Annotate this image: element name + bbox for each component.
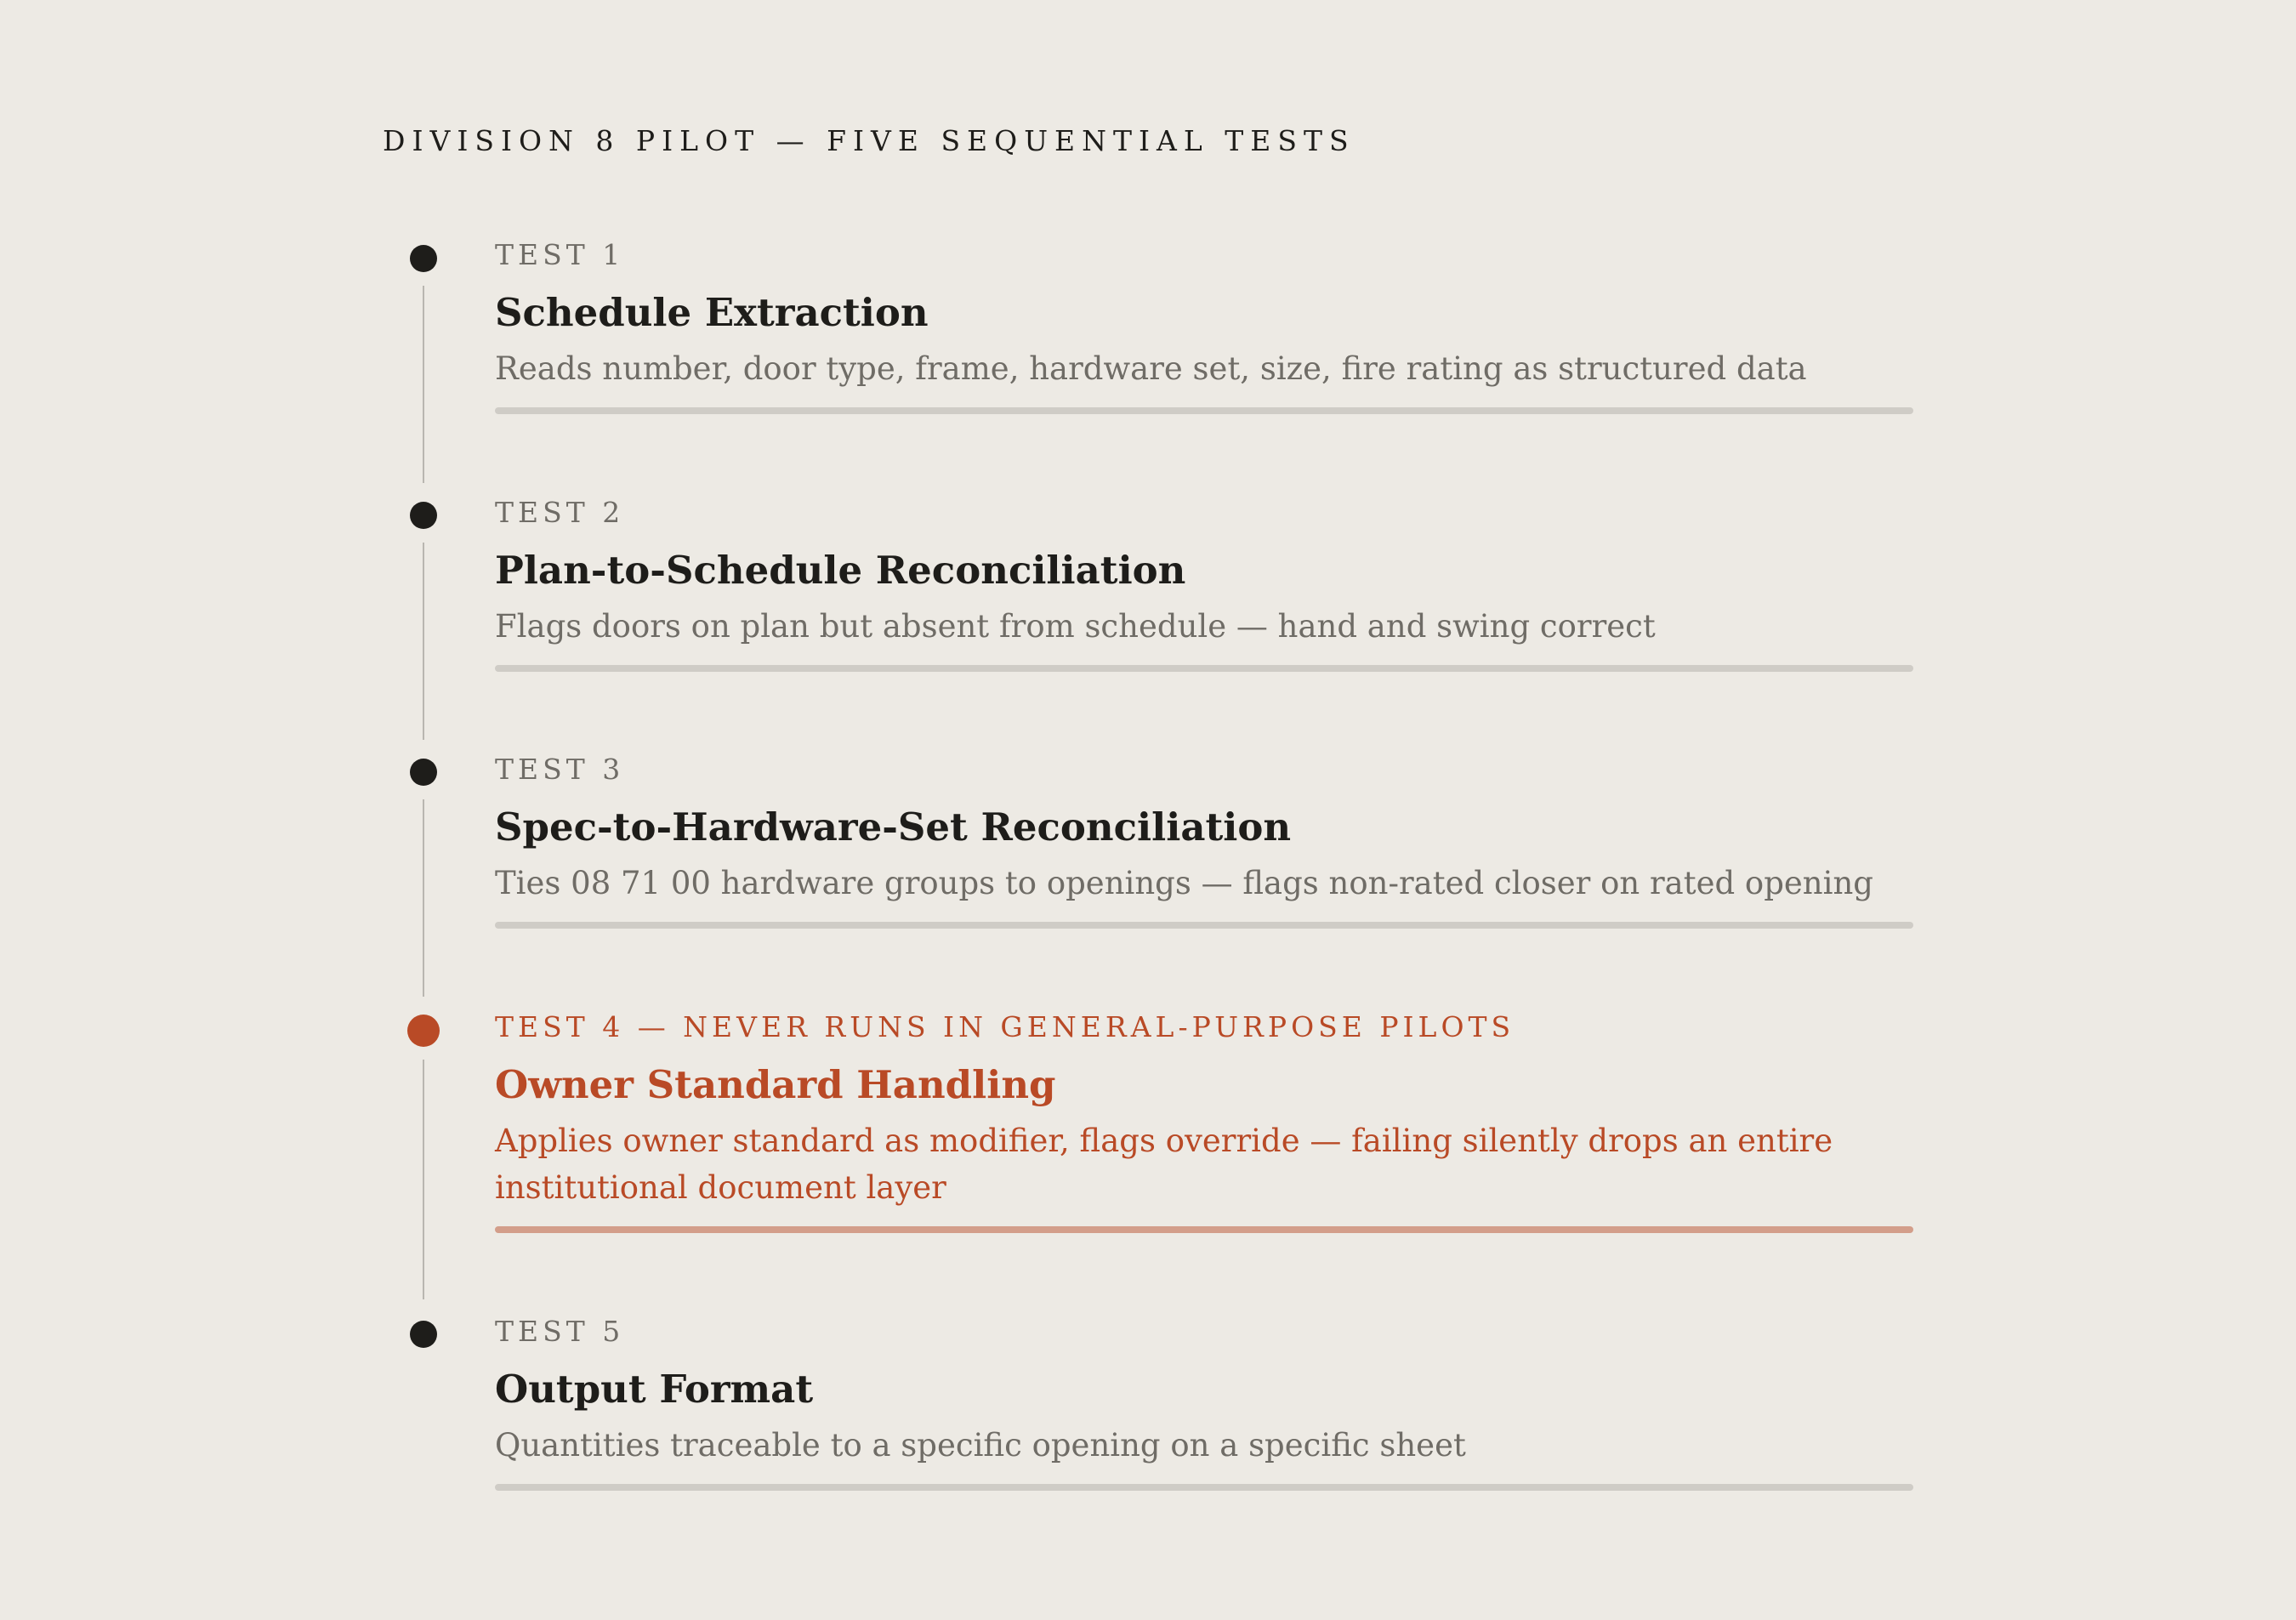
test-step-4-highlighted [495, 1010, 1915, 1233]
timeline-connector [423, 543, 424, 740]
step-label: TEST 4 — NEVER RUNS IN GENERAL-PURPOSE PILOTS [495, 1010, 1515, 1043]
step-description: Ties 08 71 00 hardware groups to openings — flags non-rated closer on rated opening [495, 864, 1873, 901]
test-step-2 [495, 498, 1915, 672]
step-description: Reads number, door type, frame, hardware set, size, fire rating as structured data [495, 350, 1807, 387]
timeline-node-3 [410, 759, 437, 786]
step-label: TEST 1 [495, 238, 625, 271]
step-label: TEST 2 [495, 496, 625, 529]
step-title: Spec-to-Hardware-Set Reconciliation [495, 804, 1292, 850]
timeline-connector [423, 799, 424, 997]
test-step-5 [495, 1317, 1915, 1491]
diagram-title: DIVISION 8 PILOT — FIVE SEQUENTIAL TESTS [383, 124, 1355, 157]
step-description: Quantities traceable to a specific opening on a specific sheet [495, 1426, 1466, 1464]
step-bar [495, 407, 1913, 414]
step-label: TEST 5 [495, 1315, 625, 1348]
timeline-node-1 [410, 245, 437, 272]
timeline-node-4-highlighted [407, 1015, 440, 1047]
test-step-1 [495, 238, 1915, 414]
step-description: Applies owner standard as modifier, flags override — failing silently drops an entire institutional document layer [495, 1122, 1833, 1206]
timeline-connector [423, 286, 424, 483]
step-label: TEST 3 [495, 753, 625, 786]
step-title: Output Format [495, 1367, 814, 1412]
step-bar [495, 665, 1913, 672]
step-title: Plan-to-Schedule Reconciliation [495, 548, 1186, 593]
step-bar [495, 1484, 1913, 1491]
step-bar [495, 922, 1913, 929]
step-title: Owner Standard Handling [495, 1062, 1056, 1107]
timeline-node-2 [410, 502, 437, 529]
step-bar [495, 1226, 1913, 1233]
timeline-node-5 [410, 1321, 437, 1348]
test-step-3 [495, 755, 1915, 929]
step-title: Schedule Extraction [495, 290, 929, 335]
timeline-connector [423, 1060, 424, 1299]
step-description: Flags doors on plan but absent from schedule — hand and swing correct [495, 607, 1656, 645]
